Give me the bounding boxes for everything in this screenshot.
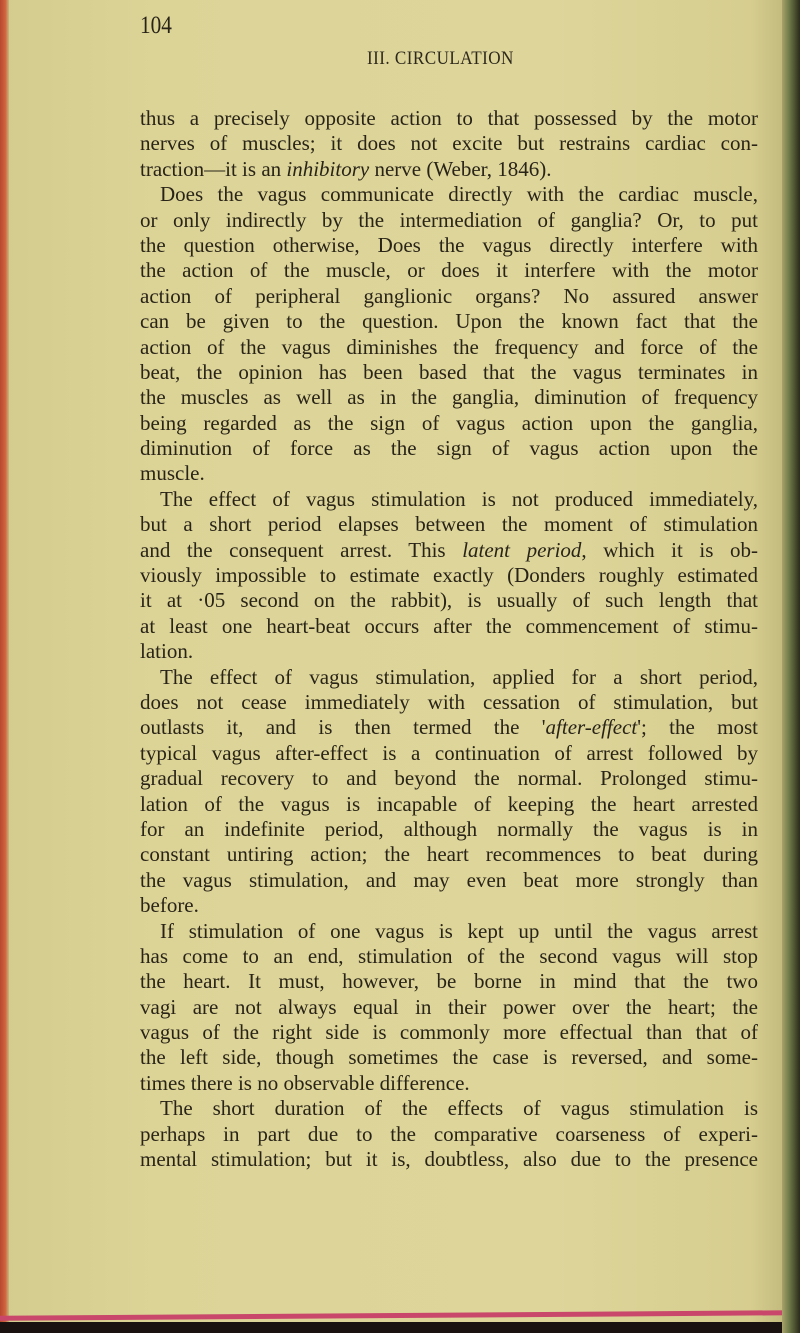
text-line [140, 258, 758, 283]
text-segment: the vagus stimulation, and may even beat more strongly than [140, 867, 758, 892]
text-line [140, 766, 758, 791]
text-line [140, 208, 758, 233]
text-segment: it at ·05 second on the rabbit), is usually of such length that [140, 588, 758, 613]
page-number: 104 [140, 12, 172, 39]
text-segment: Does the vagus communicate directly with the cardiac muscle, [160, 182, 758, 207]
text-segment: outlasts it, and is then termed the ' [140, 715, 546, 740]
text-line [140, 182, 758, 207]
text-segment: does not cease immediately with cessation of stimulation, but [140, 689, 758, 714]
text-line [140, 741, 758, 766]
italic-text: after-effect [545, 715, 638, 740]
text-segment: for an indefinite period, although normally the vagus is in [140, 816, 758, 841]
paragraph [140, 106, 758, 182]
text-segment: and the consequent arrest. This [140, 537, 463, 562]
text-segment: action of peripheral ganglionic organs? No assured answer [140, 283, 758, 308]
text-segment: vagi are not always equal in their power over the heart; the [140, 994, 758, 1019]
text-segment: beat, the opinion has been based that the vagus terminates in [140, 359, 758, 384]
text-line [140, 842, 758, 867]
text-segment: perhaps in part due to the comparative coarseness of experi- [140, 1121, 758, 1146]
text-segment: lation of the vagus is incapable of keeping the heart arrested [140, 791, 758, 816]
text-segment: the action of the muscle, or does it interfere with the motor [140, 258, 758, 283]
text-line [140, 893, 758, 918]
text-segment: action of the vagus diminishes the frequency and force of the [140, 334, 758, 359]
body-text [140, 106, 758, 1172]
text-line [140, 284, 758, 309]
text-line [140, 512, 758, 537]
text-segment: times there is no observable difference. [140, 1070, 470, 1095]
text-segment: the heart. It must, however, be borne in mind that the two [140, 969, 758, 994]
text-segment: nerves of muscles; it does not excite but restrains cardiac con- [140, 131, 758, 156]
italic-text: inhibitory [286, 156, 370, 181]
text-segment: thus a precisely opposite action to that possessed by the motor [140, 106, 758, 130]
paragraph [140, 919, 758, 1097]
italic-text: latent period [462, 537, 582, 562]
text-segment: before. [140, 893, 199, 918]
text-line [140, 969, 758, 994]
text-segment: the left side, though sometimes the case is reversed, and some- [140, 1045, 758, 1070]
text-line [140, 1071, 758, 1096]
text-line [140, 233, 758, 258]
text-segment: mental stimulation; but it is, doubtless, also due to the presence [140, 1147, 758, 1172]
text-line [140, 131, 758, 156]
text-line [140, 868, 758, 893]
text-line [140, 1147, 758, 1172]
text-line [140, 1045, 758, 1070]
text-segment: being regarded as the sign of vagus action upon the ganglia, [140, 410, 758, 435]
text-line [140, 588, 758, 613]
text-line [140, 614, 758, 639]
text-segment: but a short period elapses between the moment of stimulation [140, 512, 758, 537]
text-line [140, 360, 758, 385]
text-segment: , which it is ob- [581, 537, 758, 562]
text-segment: lation. [140, 639, 194, 664]
text-line [140, 715, 758, 740]
text-segment: typical vagus after-effect is a continuation of arrest followed by [140, 740, 758, 765]
page-edge-left [0, 0, 9, 1322]
text-segment: has come to an end, stimulation of the second vagus will stop [140, 943, 758, 968]
text-segment: traction—it is an [140, 156, 287, 181]
running-head: III. CIRCULATION [367, 48, 514, 69]
paragraph [140, 182, 758, 487]
text-line [140, 487, 758, 512]
text-segment: The effect of vagus stimulation is not produced immediately, [160, 486, 758, 511]
text-segment: nerve (Weber, 1846). [369, 156, 552, 181]
text-line [140, 995, 758, 1020]
paragraph [140, 665, 758, 919]
text-segment: vagus of the right side is commonly more effectual than that of [140, 1020, 758, 1045]
text-segment: the muscles as well as in the ganglia, diminution of frequency [140, 385, 758, 410]
text-line [140, 1096, 758, 1121]
text-line [140, 309, 758, 334]
text-line [140, 919, 758, 944]
text-segment: at least one heart-beat occurs after the commencement of stimu- [140, 613, 758, 638]
text-segment: gradual recovery to and beyond the normal. Prolonged stimu- [140, 766, 758, 791]
text-line [140, 461, 758, 486]
text-line [140, 157, 758, 182]
text-segment: The short duration of the effects of vagus stimulation is [160, 1096, 758, 1121]
text-line [140, 665, 758, 690]
text-segment: If stimulation of one vagus is kept up until the vagus arrest [160, 918, 758, 943]
text-line [140, 690, 758, 715]
paragraph [140, 487, 758, 665]
text-line [140, 106, 758, 131]
text-line [140, 639, 758, 664]
page-edge-bottom [0, 1310, 790, 1321]
text-line [140, 385, 758, 410]
text-segment: diminution of force as the sign of vagus action upon the [140, 436, 758, 461]
paragraph [140, 1096, 758, 1172]
text-line [140, 817, 758, 842]
text-line [140, 792, 758, 817]
text-line [140, 944, 758, 969]
text-segment: constant untiring action; the heart recommences to beat during [140, 842, 758, 867]
text-line [140, 411, 758, 436]
text-line [140, 538, 758, 563]
text-line [140, 335, 758, 360]
text-line [140, 1122, 758, 1147]
book-binding-edge [782, 0, 800, 1333]
text-segment: '; the most [637, 715, 758, 740]
text-segment: muscle. [140, 461, 205, 486]
text-segment: or only indirectly by the intermediation of ganglia? Or, to put [140, 207, 758, 232]
text-line [140, 1020, 758, 1045]
text-segment: The effect of vagus stimulation, applied for a short period, [160, 664, 758, 689]
text-segment: can be given to the question. Upon the known fact that the [140, 309, 758, 334]
text-line [140, 436, 758, 461]
text-line [140, 563, 758, 588]
text-segment: the question otherwise, Does the vagus directly interfere with [140, 232, 758, 257]
text-segment: viously impossible to estimate exactly (Donders roughly estimated [140, 563, 758, 588]
